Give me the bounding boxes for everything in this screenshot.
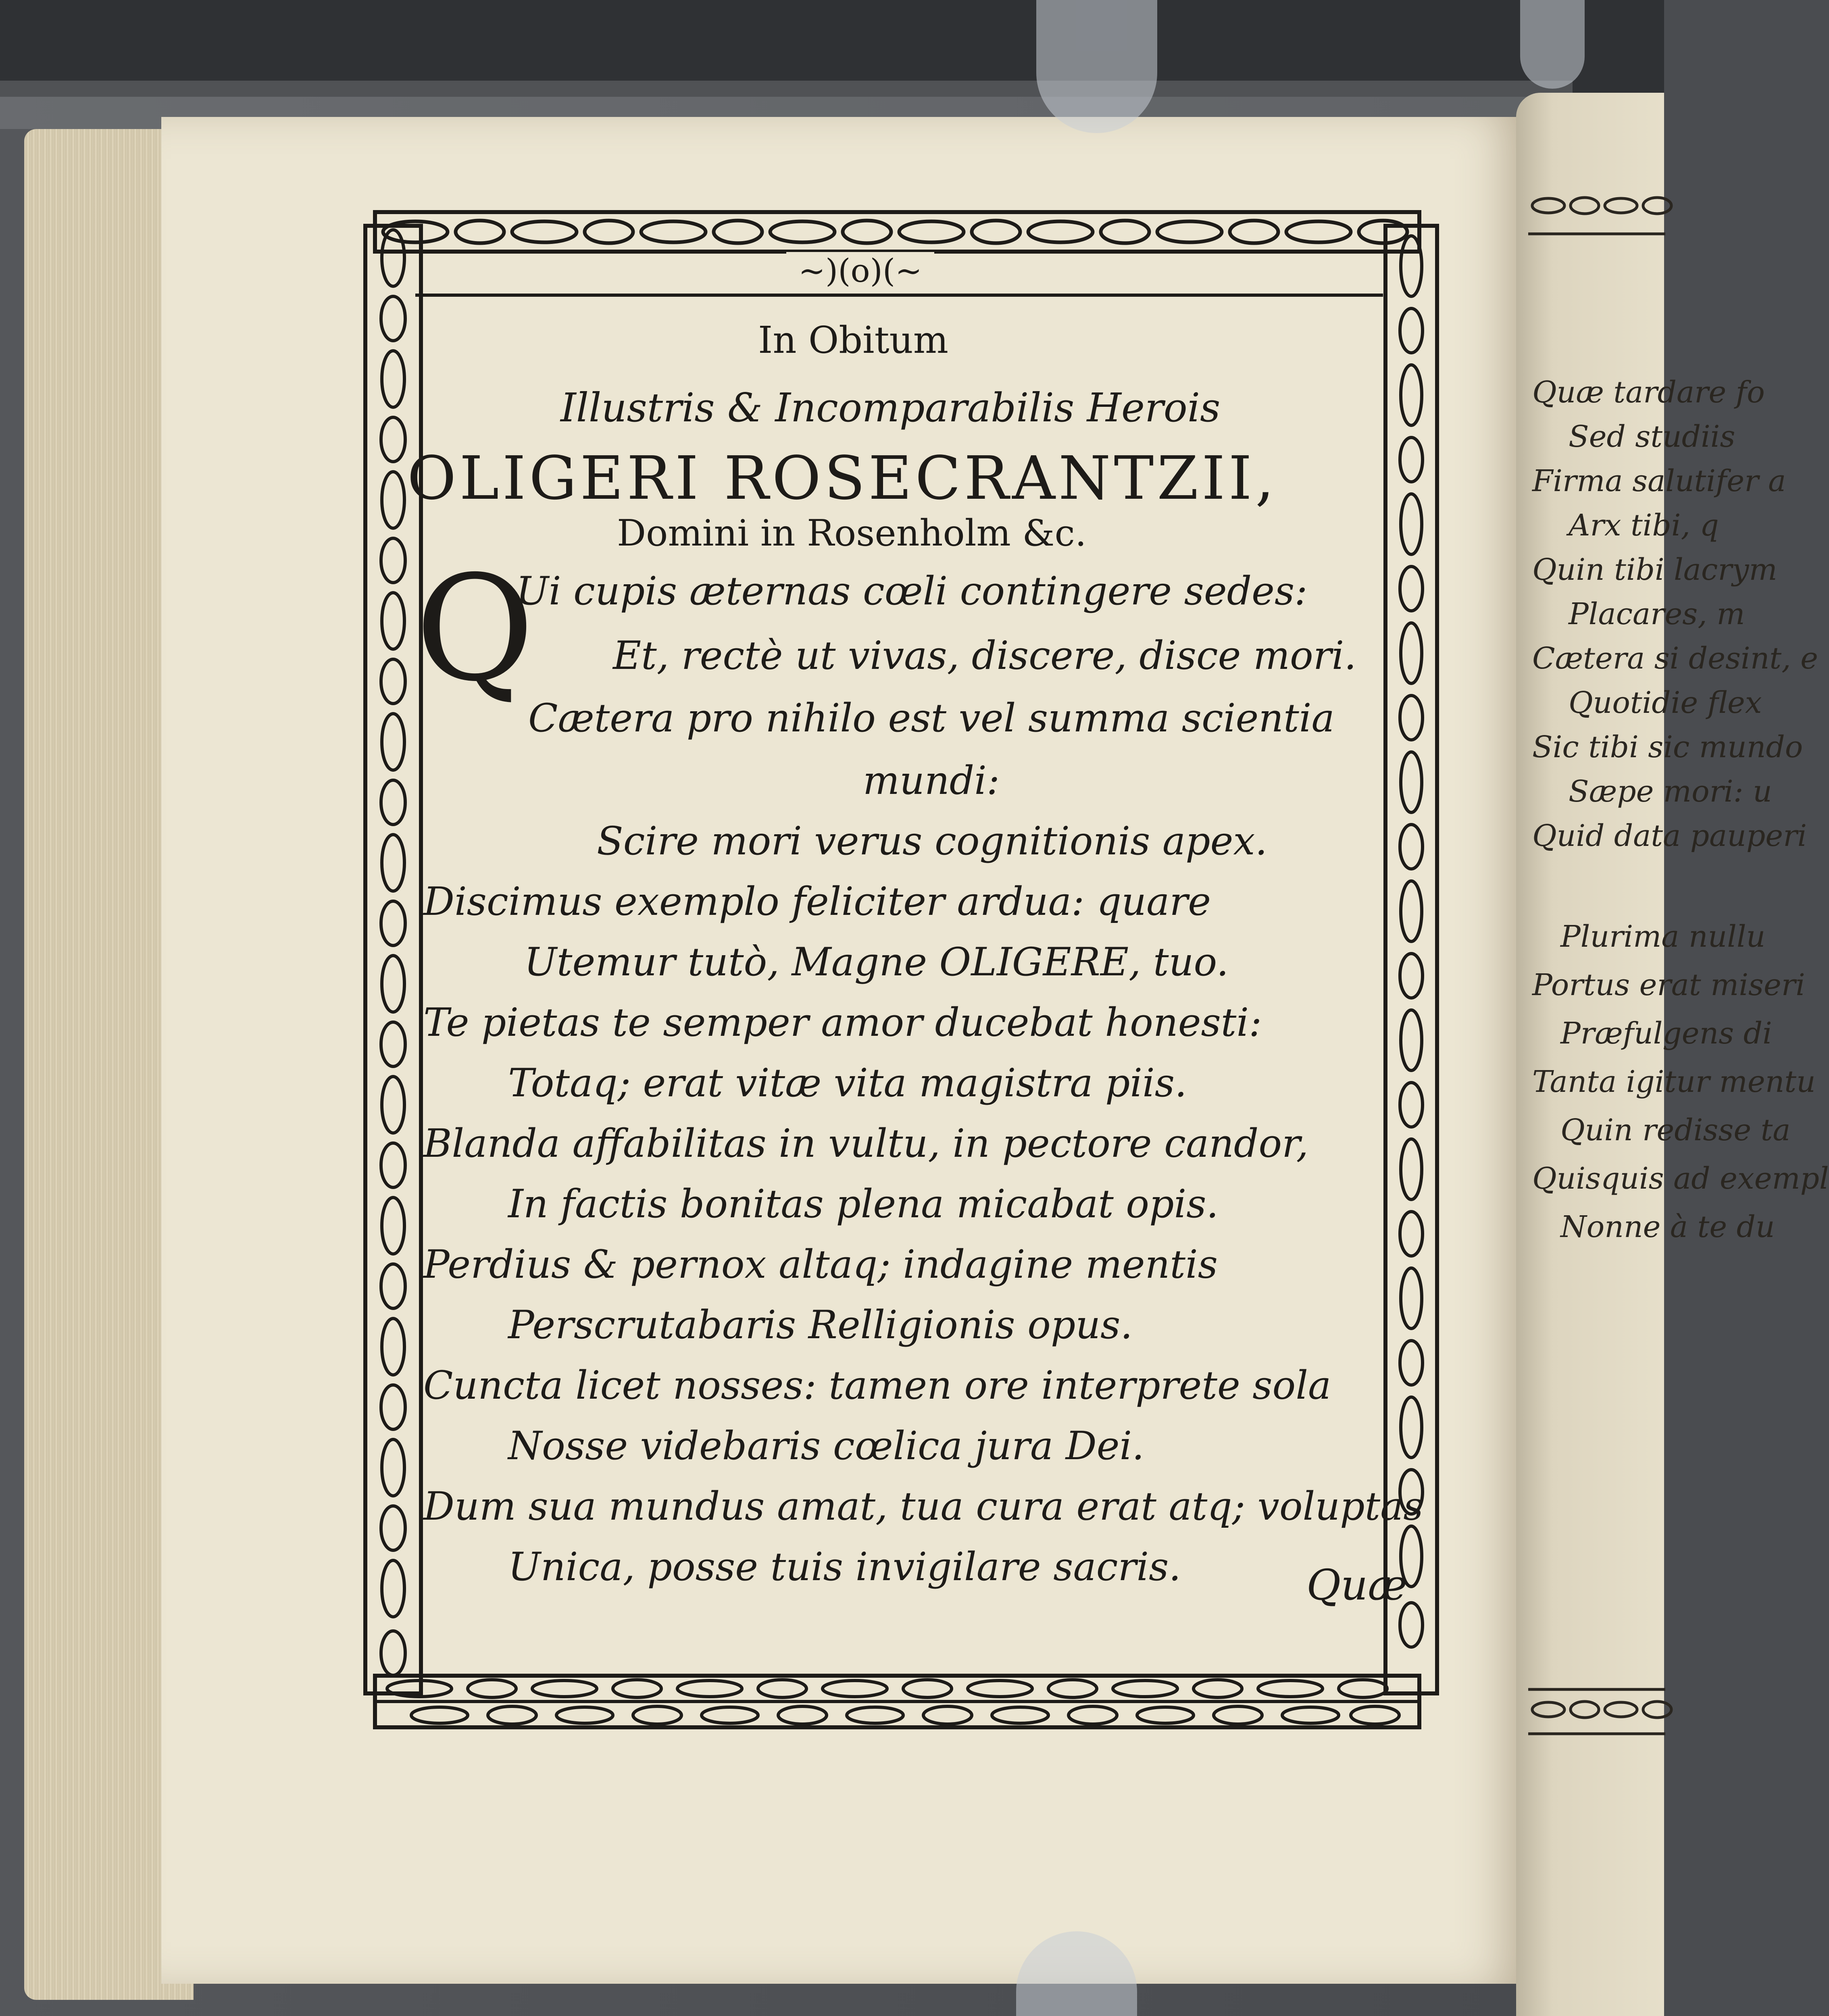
- facing-line: Quisquis ad exempl: [1532, 1161, 1829, 1196]
- poem-line: Utemur tutò, Magne OLIGERE, tuo.: [524, 939, 1229, 985]
- poem-line: Et, rectè ut vivas, discere, disce mori.: [613, 633, 1356, 678]
- poem-line: mundi:: [863, 758, 1000, 803]
- facing-line: Plurima nullu: [1560, 919, 1766, 954]
- facing-line: Quæ tardare fo: [1532, 375, 1765, 410]
- drop-cap: Q: [415, 544, 535, 713]
- facing-line: Quin tibi lacrym: [1532, 552, 1777, 587]
- head-ornament: ~)(o)(~: [786, 252, 934, 289]
- ornament-border-bottom: [375, 1673, 1419, 1730]
- catchword: Quæ: [1306, 1560, 1407, 1610]
- facing-line: Arx tibi, q: [1569, 508, 1719, 543]
- title-in-obitum: In Obitum: [758, 319, 949, 362]
- poem-line: Totaq; erat vitæ vita magistra piis.: [508, 1060, 1187, 1106]
- poem-line: Te pietas te semper amor ducebat honesti:: [423, 1000, 1262, 1045]
- poem-line: Cætera pro nihilo est vel summa scientia: [528, 696, 1335, 741]
- poem-line: In factis bonitas plena micabat opis.: [508, 1181, 1219, 1227]
- page-clip-right: [1520, 0, 1585, 89]
- ornament-border-right: [1383, 226, 1439, 1693]
- facing-line: Placares, m: [1569, 597, 1745, 631]
- page-clip-top: [1036, 0, 1157, 133]
- title-domini: Domini in Rosenholm &c.: [617, 512, 1087, 554]
- poem-line: Cuncta licet nosses: tamen ore interprete sola: [423, 1363, 1331, 1408]
- facing-line: Quotidie flex: [1569, 685, 1762, 720]
- facing-line: Sic tibi sic mundo: [1532, 730, 1803, 764]
- poem-line: Discimus exemplo feliciter ardua: quare: [423, 879, 1211, 924]
- poem-line: Nosse videbaris cœlica jura Dei.: [508, 1423, 1144, 1468]
- facing-line: Cætera si desint, e: [1532, 641, 1818, 676]
- facing-line: Firma salutifer a: [1532, 464, 1786, 498]
- facing-page-ornament-top: [1528, 190, 1665, 250]
- facing-page-ornament-bottom: [1528, 1681, 1665, 1746]
- title-oligeri: OLIGERI ROSECRANTZII,: [407, 444, 1278, 513]
- poem-line: Ui cupis æternas cœli contingere sedes:: [516, 569, 1308, 614]
- facing-line: Nonne à te du: [1560, 1210, 1775, 1244]
- poem-line: Unica, posse tuis invigilare sacris.: [508, 1544, 1181, 1589]
- poem-line: Perdius & pernox altaq; indagine mentis: [423, 1242, 1218, 1287]
- poem-line: Scire mori verus cognitionis apex.: [597, 818, 1268, 864]
- poem-line: Perscrutabaris Relligionis opus.: [508, 1302, 1133, 1347]
- facing-line: Sæpe mori: u: [1569, 774, 1772, 809]
- facing-line: Quin redisse ta: [1560, 1113, 1791, 1148]
- facing-line: Tanta igitur mentu: [1532, 1064, 1816, 1099]
- facing-page: [1516, 93, 1829, 2016]
- facing-line: Quid data pauperi: [1532, 818, 1807, 853]
- title-illustris: Illustris & Incomparabilis Herois: [560, 385, 1221, 431]
- facing-line: Præfulgens di: [1560, 1016, 1772, 1051]
- facing-line: Sed studiis: [1569, 419, 1735, 454]
- poem-line: Blanda affabilitas in vultu, in pectore candor,: [423, 1121, 1309, 1166]
- ornament-border-top: [375, 210, 1419, 254]
- poem-line: Dum sua mundus amat, tua cura erat atq; voluptas: [423, 1484, 1423, 1529]
- facing-line: Portus erat miseri: [1532, 968, 1805, 1002]
